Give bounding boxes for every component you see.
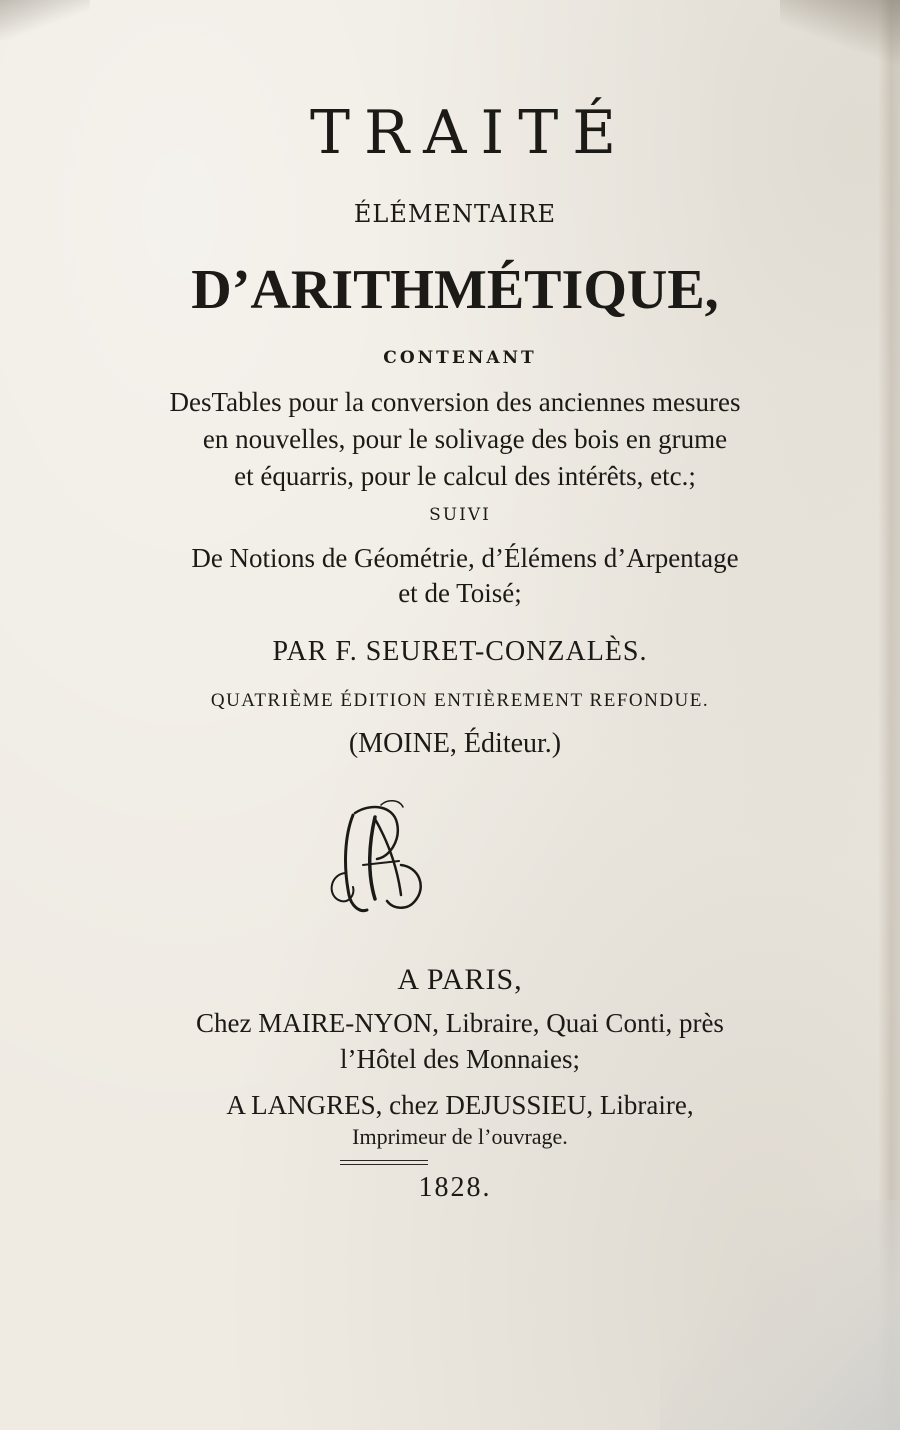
corner-wear-top-left <box>0 0 90 40</box>
place-line: A PARIS, <box>397 963 523 996</box>
edition-line: QUATRIÈME ÉDITION ENTIÈREMENT REFONDUE. <box>210 690 710 711</box>
imprint-line: Imprimeur de l’ouvrage. <box>352 1124 568 1149</box>
imprint-line: l’Hôtel des Monnaies; <box>340 1044 580 1074</box>
notions-line: De Notions de Géométrie, d’Élémens d’Arpentage <box>191 543 739 573</box>
contents-line: DesTables pour la conversion des anciennes mesures <box>169 387 741 417</box>
book-title: TRAITÉ <box>309 98 631 168</box>
book-subtitle-elementaire: ÉLÉMENTAIRE <box>353 200 557 228</box>
rule-line <box>340 1160 428 1161</box>
corner-wear-top-right <box>780 0 900 70</box>
printer-monogram-icon <box>315 795 440 920</box>
rule-line <box>340 1164 428 1165</box>
imprint-line: Chez MAIRE-NYON, Libraire, Quai Conti, près <box>196 1008 724 1038</box>
double-rule-divider <box>340 1160 428 1166</box>
contenant-label: CONTENANT <box>383 348 537 368</box>
contents-line: et équarris, pour le calcul des intérêts, etc.; <box>234 461 696 491</box>
imprint-line: A LANGRES, chez DEJUSSIEU, Libraire, <box>226 1090 694 1120</box>
editor-line: (MOINE, Éditeur.) <box>348 728 562 759</box>
publication-year: 1828. <box>418 1172 492 1203</box>
author-line: PAR F. SEURET-CONZALÈS. <box>272 636 648 667</box>
suivi-label: SUIVI <box>429 505 491 525</box>
contents-line: en nouvelles, pour le solivage des bois en grume <box>202 424 728 454</box>
corner-tissue-bottom-right <box>660 1200 900 1430</box>
notions-line: et de Toisé; <box>398 578 522 608</box>
book-subtitle-arithmetique: D’ARITHMÉTIQUE, <box>191 259 719 321</box>
